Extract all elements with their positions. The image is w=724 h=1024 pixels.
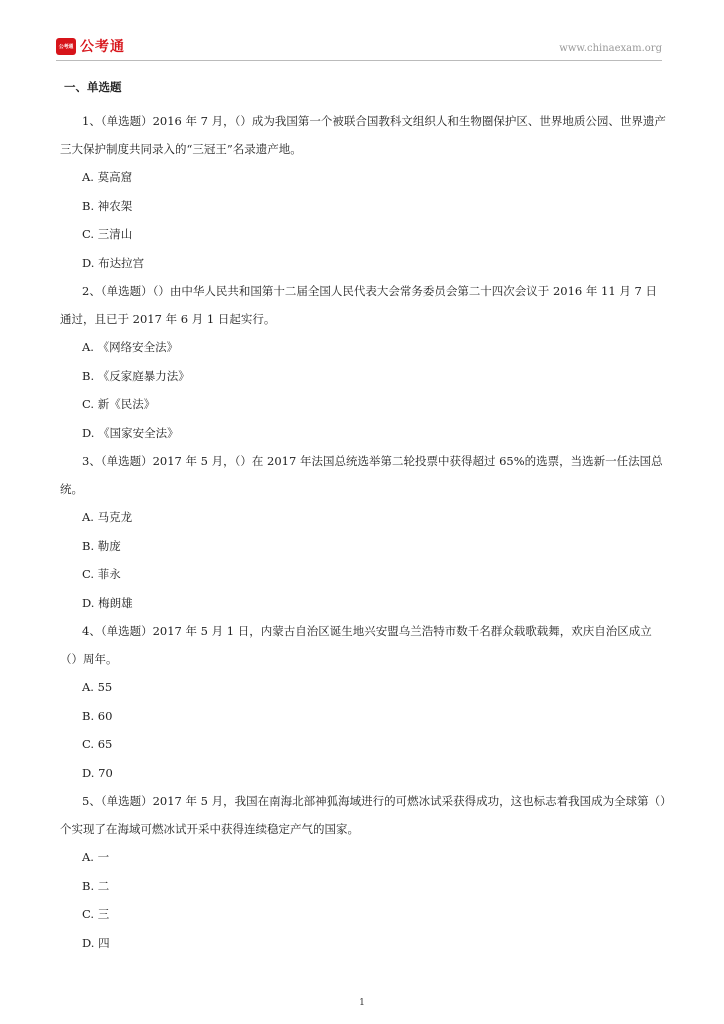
option-b: B. 勒庞 [82,538,121,553]
option-a: A. 马克龙 [82,510,133,524]
logo-text: 公考通 [80,39,125,55]
question-text: 4、（单选题）2017 年 5 月 1 日，内蒙古自治区诞生地兴安盟乌兰浩特市数千名群众载歌载舞，欢庆自治区成立（）周年。 [60,624,652,666]
document-body [60,78,668,957]
question-block-4 [60,617,668,787]
logo-badge: 公考通 [56,38,76,55]
question-text: 1、（单选题）2016 年 7 月，（）成为我国第一个被联合国教科文组织人和生物圈保护区、世界地质公园、世界遗产三大保护制度共同录入的“三冠王”名录遗产地。 [60,114,666,156]
option-a: A. 莫高窟 [82,170,133,184]
option-b: B. 《反家庭暴力法》 [82,368,190,383]
logo [56,36,125,56]
question-text: 2、（单选题）（）由中华人民共和国第十二届全国人民代表大会常务委员会第二十四次会议于 2016 年 11 月 7 日通过，且已于 2017 年 6 月 1 日起实行。 [60,284,657,326]
option-a: A. 一 [82,850,110,864]
section-title: 一、单选题 [64,80,122,94]
option-b: B. 神农架 [82,198,133,213]
page-number: 1 [359,998,365,1008]
option-d: D. 布达拉宫 [82,255,145,270]
option-d: D. 四 [82,935,110,950]
option-c: C. 新《民法》 [82,397,156,411]
option-d: D. 梅朗雄 [82,595,133,610]
question-block-5 [60,787,668,957]
question-text: 5、（单选题）2017 年 5 月，我国在南海北部神狐海域进行的可燃冰试采获得成功，这也标志着我国成为全球第（）个实现了在海域可燃冰试开采中获得连续稳定产气的国家。 [60,794,666,836]
site-url: www.chinaexam.org [559,43,662,54]
option-c: C. 65 [82,737,113,751]
option-b: B. 60 [82,708,113,723]
question-text: 3、（单选题）2017 年 5 月，（）在 2017 年法国总统选举第二轮投票中获得超过 65%的选票，当选新一任法国总统。 [60,454,663,496]
header-divider [56,60,662,61]
option-d: D. 《国家安全法》 [82,425,179,440]
option-d: D. 70 [82,765,113,780]
option-b: B. 二 [82,878,110,893]
question-block-2 [60,277,668,447]
option-c: C. 菲永 [82,567,121,581]
option-a: A. 《网络安全法》 [82,340,179,354]
option-a: A. 55 [82,680,113,694]
option-c: C. 三清山 [82,227,133,241]
page-header [56,36,662,60]
option-c: C. 三 [82,907,110,921]
question-block-1 [60,107,668,277]
question-block-3 [60,447,668,617]
